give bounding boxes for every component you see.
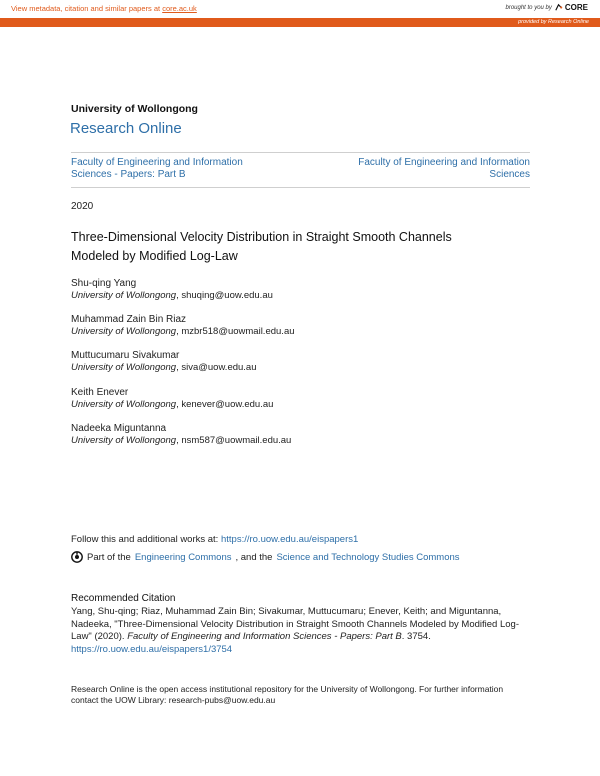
core-link[interactable]: core.ac.uk xyxy=(162,4,197,13)
author-name: Muhammad Zain Bin Riaz xyxy=(71,314,187,325)
provided-by-text: provided by Research Online xyxy=(518,19,589,25)
citation-number: . 3754. xyxy=(401,631,431,642)
divider-top xyxy=(71,152,530,153)
author-affiliation: University of Wollongong, kenever@uow.edu.au xyxy=(71,399,274,410)
citation-series: Faculty of Engineering and Information Sciences - Papers: Part B xyxy=(127,631,402,642)
collection-link-right[interactable]: Faculty of Engineering and Information Sciences xyxy=(358,157,530,180)
author-affiliation: University of Wollongong, shuqing@uow.edu.au xyxy=(71,290,273,301)
part-of-line xyxy=(71,551,460,563)
author-institution: University of Wollongong xyxy=(71,435,177,446)
author-name: Nadeeka Miguntanna xyxy=(71,423,167,434)
citation-body xyxy=(71,606,534,656)
author-name: Shu-qing Yang xyxy=(71,278,137,289)
follow-line xyxy=(71,534,358,545)
author-5 xyxy=(71,423,291,447)
author-email[interactable]: shuqing@uow.edu.au xyxy=(181,290,273,301)
core-logo-text: CORE xyxy=(564,3,588,12)
part-of-middle: , and the xyxy=(235,551,273,563)
core-branding[interactable] xyxy=(506,3,589,12)
collection-link-left[interactable]: Faculty of Engineering and Information Sciences - Papers: Part B xyxy=(71,157,243,180)
author-affiliation: University of Wollongong, mzbr518@uowmail.edu.au xyxy=(71,326,295,337)
author-name: Keith Enever xyxy=(71,387,129,398)
citation-heading: Recommended Citation xyxy=(71,593,176,604)
metadata-notice xyxy=(11,4,197,13)
author-email[interactable]: nsm587@uowmail.edu.au xyxy=(181,435,292,446)
author-4 xyxy=(71,387,273,411)
network-commons-icon xyxy=(71,551,83,563)
metadata-notice-text: View metadata, citation and similar papers at xyxy=(11,4,161,13)
publication-year: 2020 xyxy=(71,201,94,212)
paper-title: Three-Dimensional Velocity Distribution in Straight Smooth Channels Modeled by Modified Log-Law xyxy=(71,230,452,263)
core-logo-icon xyxy=(554,3,563,12)
citation-text: Yang, Shu-qing; Riaz, Muhammad Zain Bin; Sivakumar, Muttucumaru; Enever, Keith; and Miguntanna, Nadeeka, "Three-Dimensional Velocity Distribution in Straight Smooth Channels Modeled by Modified Log-Law" (2020). xyxy=(71,606,519,642)
follow-link[interactable]: https://ro.uow.edu.au/eispapers1 xyxy=(220,534,359,545)
author-affiliation: University of Wollongong, siva@uow.edu.au xyxy=(71,362,257,373)
provided-by-bar xyxy=(0,18,600,27)
institution-name: University of Wollongong xyxy=(71,103,198,115)
author-institution: University of Wollongong xyxy=(71,399,177,410)
citation-link[interactable]: https://ro.uow.edu.au/eispapers1/3754 xyxy=(71,643,233,655)
brought-by-text: brought to you by xyxy=(505,4,552,11)
author-2 xyxy=(71,314,295,338)
divider-bottom xyxy=(71,187,530,188)
author-email[interactable]: mzbr518@uowmail.edu.au xyxy=(181,326,295,337)
author-affiliation: University of Wollongong, nsm587@uowmail.edu.au xyxy=(71,435,292,446)
author-1 xyxy=(71,278,273,302)
author-3 xyxy=(71,350,257,374)
repository-title[interactable]: Research Online xyxy=(70,120,182,137)
author-institution: University of Wollongong xyxy=(71,290,177,301)
engineering-commons-link[interactable]: Engineering Commons xyxy=(134,551,232,563)
author-email[interactable]: kenever@uow.edu.au xyxy=(181,399,274,410)
sts-commons-link[interactable]: Science and Technology Studies Commons xyxy=(276,551,460,563)
part-of-prefix: Part of the xyxy=(87,551,131,563)
author-name: Muttucumaru Sivakumar xyxy=(71,350,180,361)
repository-footer: Research Online is the open access institutional repository for the University of Wollongong. For further information contact the UOW Library: research-pubs@uow.edu.au xyxy=(71,684,504,705)
author-email[interactable]: siva@uow.edu.au xyxy=(181,362,257,373)
follow-text: Follow this and additional works at: xyxy=(71,534,219,545)
author-institution: University of Wollongong xyxy=(71,362,177,373)
author-institution: University of Wollongong xyxy=(71,326,177,337)
core-header-bar xyxy=(0,0,600,18)
